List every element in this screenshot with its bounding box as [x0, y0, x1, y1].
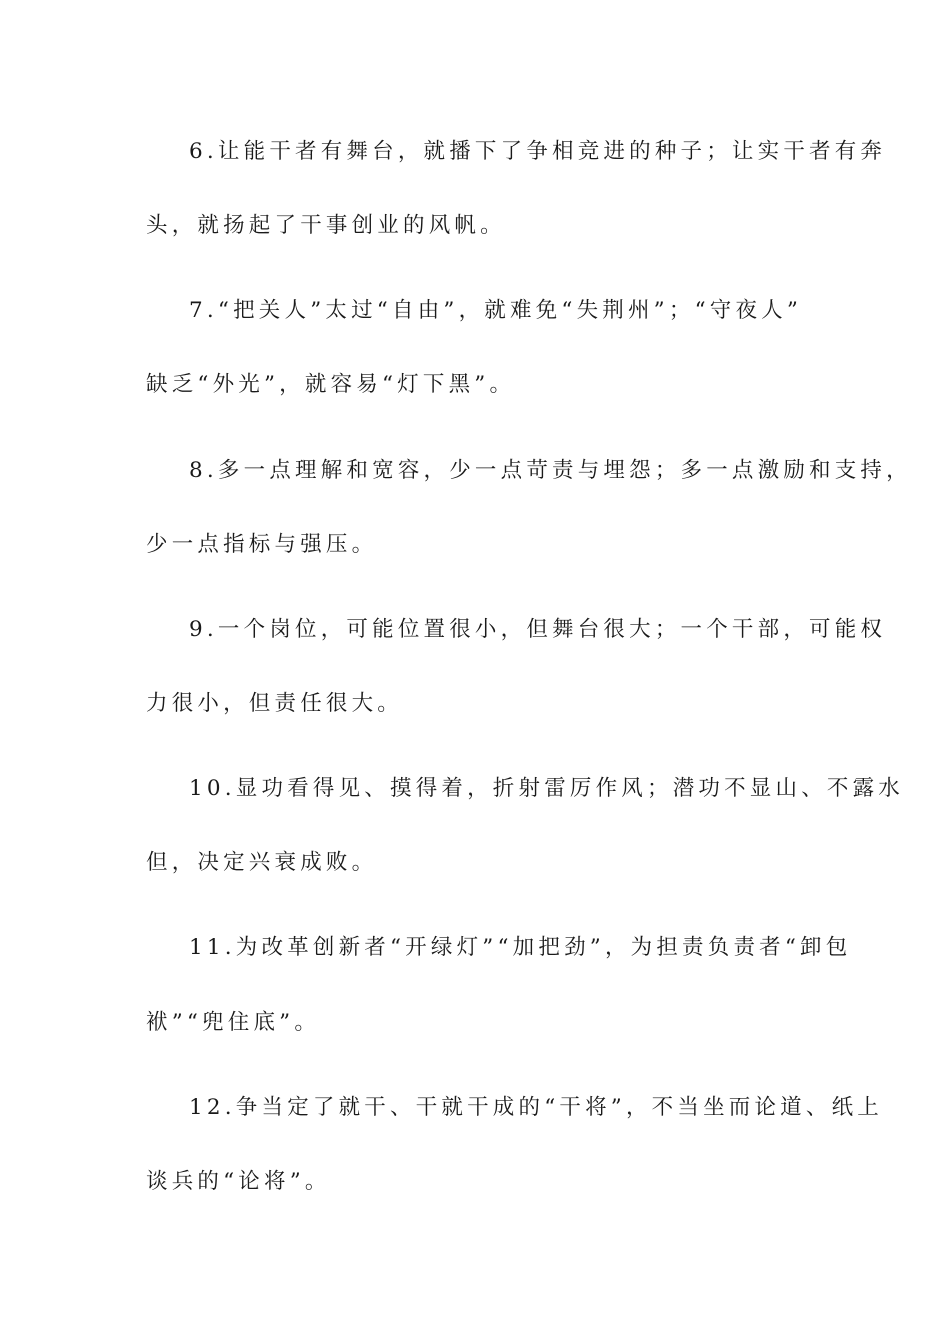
paragraph-6-line-1: 6.让能干者有舞台，就播下了争相竞进的种子；让实干者有奔 — [189, 139, 887, 164]
paragraph-9-line-2: 力很小，但责任很大。 — [146, 691, 404, 716]
paragraph-7-line-2: 缺乏“外光”，就容易“灯下黑”。 — [146, 372, 516, 397]
paragraph-10-line-2: 但，决定兴衰成败。 — [146, 850, 378, 875]
paragraph-9-line-1: 9.一个岗位，可能位置很小，但舞台很大；一个干部，可能权 — [189, 617, 887, 642]
paragraph-12-line-2: 谈兵的“论将”。 — [146, 1169, 331, 1194]
paragraph-6-line-2: 头，就扬起了干事创业的风帆。 — [146, 213, 506, 238]
paragraph-8-line-1: 8.多一点理解和宽容，少一点苛责与埋怨；多一点激励和支持， — [189, 458, 912, 483]
paragraph-7-line-1: 7.“把关人”太过“自由”，就难免“失荆州”；“守夜人” — [189, 298, 803, 323]
paragraph-11-line-2: 袱”“兜住底”。 — [146, 1010, 321, 1035]
paragraph-11-line-1: 11.为改革创新者“开绿灯”“加把劲”，为担责负责者“卸包 — [189, 935, 852, 960]
paragraph-8-line-2: 少一点指标与强压。 — [146, 532, 378, 557]
paragraph-10-line-1: 10.显功看得见、摸得着，折射雷厉作风；潜功不显山、不露水 — [189, 776, 904, 801]
paragraph-12-line-1: 12.争当定了就干、干就干成的“干将”，不当坐而论道、纸上 — [189, 1095, 883, 1120]
